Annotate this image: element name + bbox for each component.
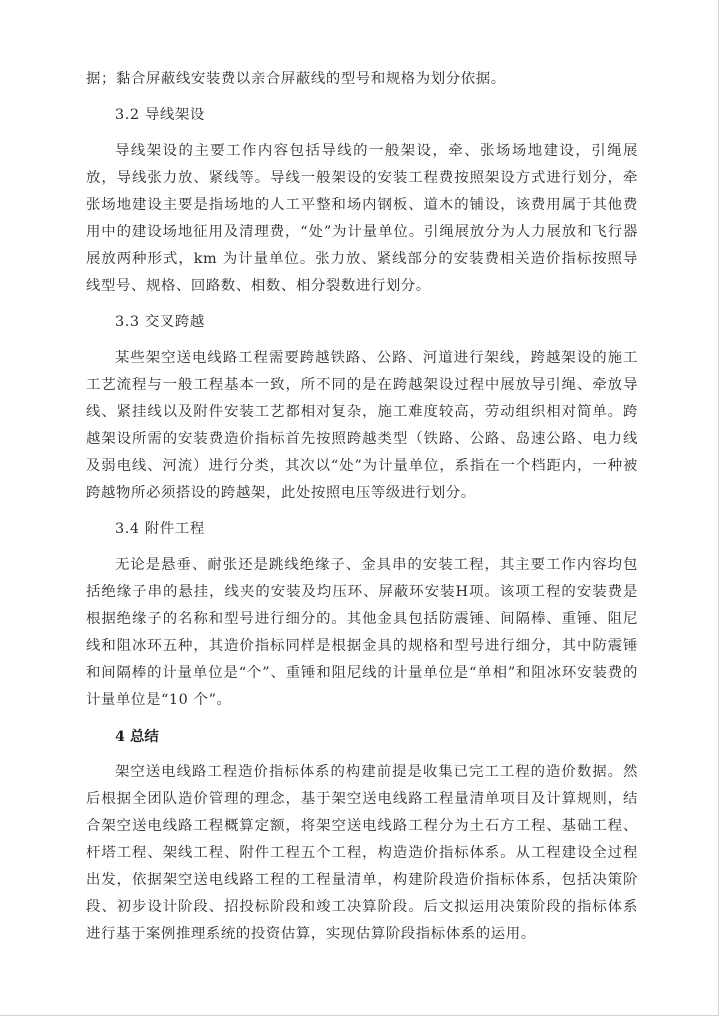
section-heading-3-4: 3.4 附件工程 — [115, 521, 205, 537]
section-heading-3-2: 3.2 导线架设 — [115, 107, 205, 123]
section-paragraph-3-2: 导线架设的主要工作内容包括导线的一般架设，牵、张场场地建设，引绳展放，导线张力放、紧线等。导线一般架设的安装工程费按照架设方式进行划分，牵张场地建设主要是指场地的人工平整和场内钢板、道木的铺设，该费用属于其他费用中的建设场地征用及清理费，“处”为计量单位。引绳展放分为人力展放和飞行器展放两种形式，km 为计量单位。张力放、紧线部分的安装费相关造价指标按照导线型号、规格、回路数、相数、相分裂数进行划分。 — [86, 143, 638, 294]
section-paragraph-3-4: 无论是悬垂、耐张还是跳线绝缘子、金具串的安装工程，其主要工作内容均包括绝缘子串的悬挂，线夹的安装及均压环、屏蔽环安装H项。该项工程的安装费是根据绝缘子的名称和型号进行细分的。其他金具包括防震锤、间隔棒、重锤、阻尼线和阻冰环五种，其造价指标同样是根据金具的规格和型号进行细分，其中防震锤和间隔棒的计量单位是“个”、重锤和阻尼线的计量单位是“单相”和阻冰环安装费的计量单位是“10 个”。 — [86, 557, 638, 708]
conclusion-paragraph: 架空送电线路工程造价指标体系的构建前提是收集已完工工程的造价数据。然后根据全团队造价管理的理念，基于架空送电线路工程量清单项目及计算规则，结合架空送电线路工程概算定额，将架空送电线路工程分为土石方工程、基础工程、杆塔工程、架线工程、附件工程五个工程，构造造价指标体系。从工程建设全过程出发，依据架空送电线路工程的工程量清单，构建阶段造价指标体系，包括决策阶段、初步设计阶段、招投标阶段和竣工决算阶段。后文拟运用决策阶段的指标体系进行基于案例推理系统的投资估算，实现估算阶段指标体系的运用。 — [86, 764, 638, 942]
conclusion-heading: 4 总结 — [115, 728, 159, 745]
intro-continuation-paragraph: 据；黏合屏蔽线安装费以亲合屏蔽线的型号和规格为划分依据。 — [86, 71, 506, 87]
section-heading-3-3: 3.3 交叉跨越 — [115, 314, 205, 330]
document-body — [86, 66, 638, 948]
section-paragraph-3-3: 某些架空送电线路工程需要跨越铁路、公路、河道进行架线，跨越架设的施工工艺流程与一般工程基本一致，所不同的是在跨越架设过程中展放导引绳、牵放导线、紧挂线以及附件安装工艺都相对复杂，施工难度较高，劳动组织相对简单。跨越架设所需的安装费造价指标首先按照跨越类型（铁路、公路、岛速公路、电力线及弱电线、河流）进行分类，其次以“处”为计量单位，系指在一个档距内，一种被跨越物所必须搭设的跨越架，此处按照电压等级进行划分。 — [86, 350, 638, 501]
